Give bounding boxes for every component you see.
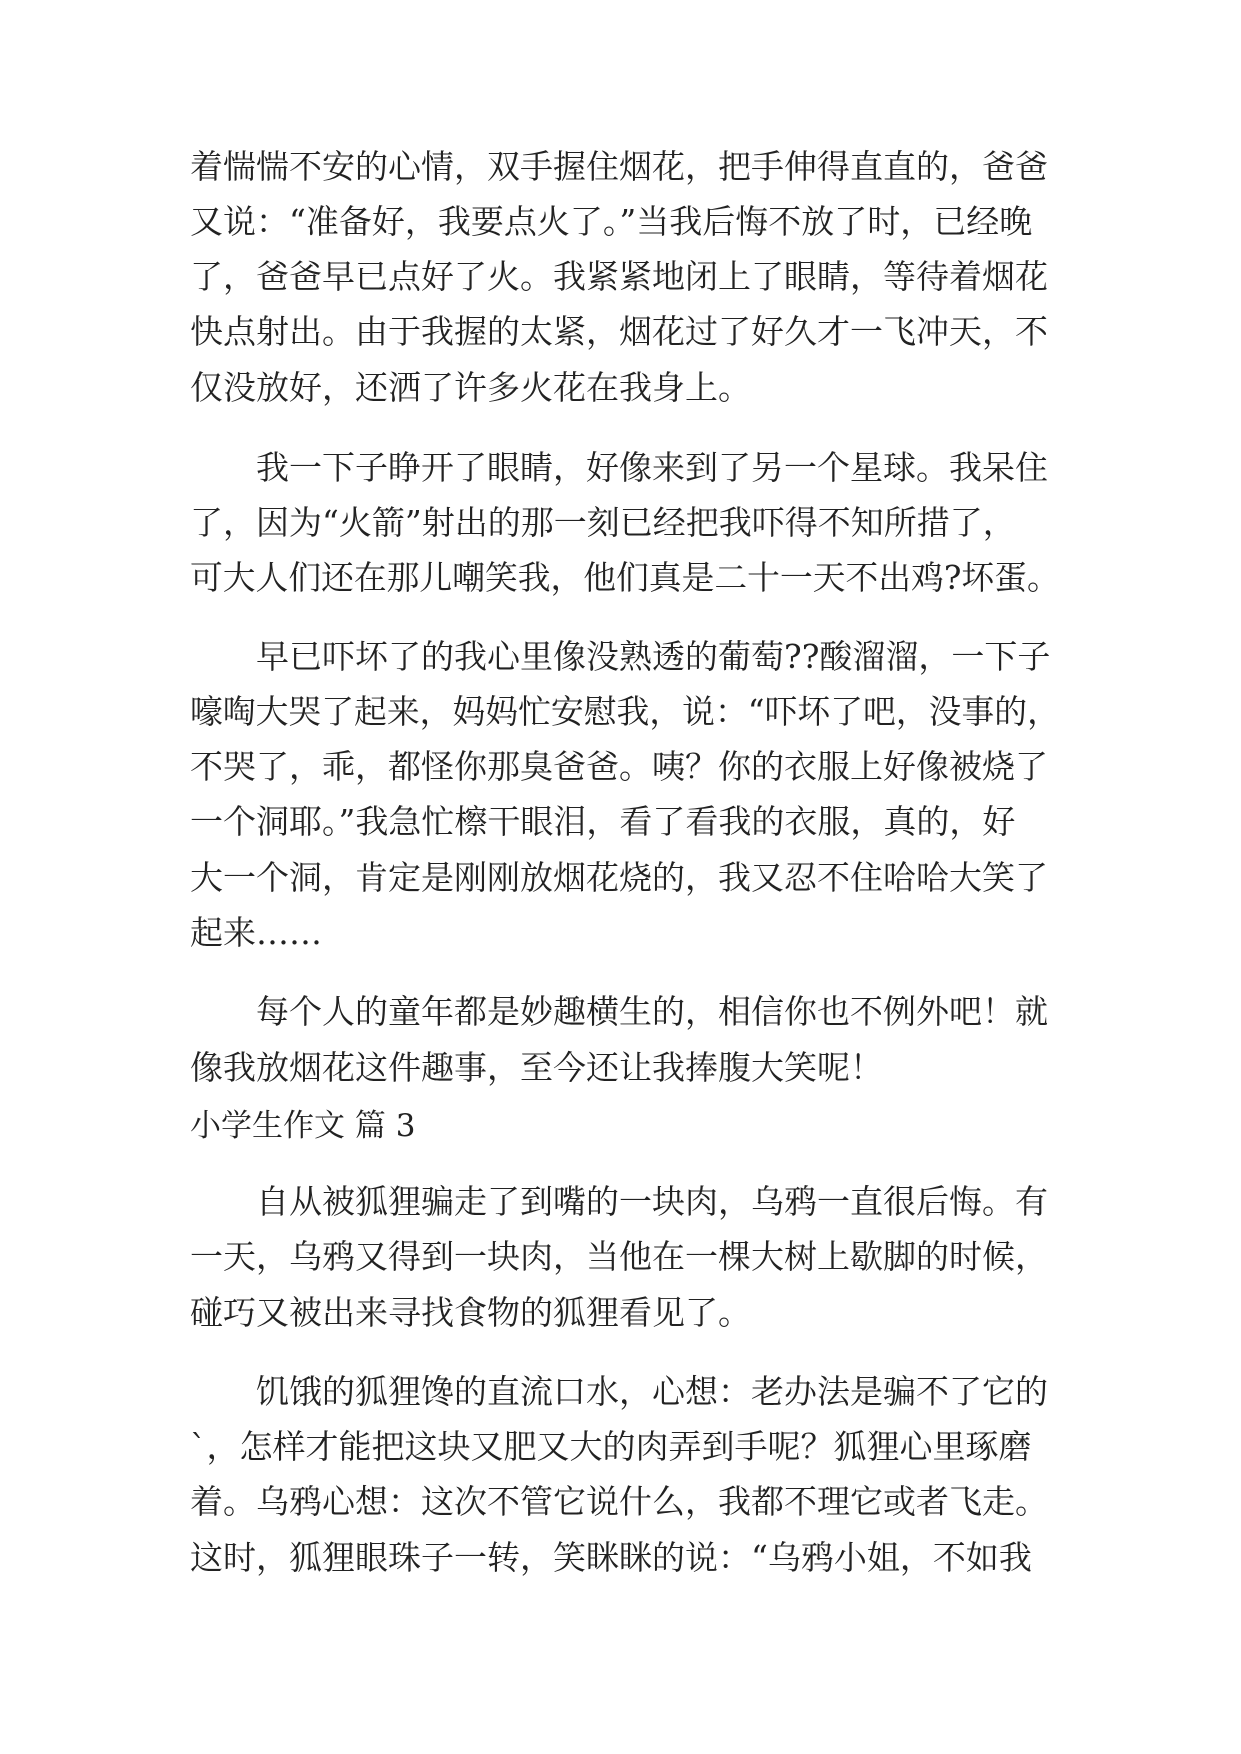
text-line: 一天，乌鸦又得到一块肉，当他在一棵大树上歇脚的时候， bbox=[190, 1237, 1048, 1276]
text-line: `，怎样才能把这块又肥又大的肉弄到手呢？狐狸心里琢磨 bbox=[190, 1427, 1032, 1466]
text-line: 早已吓坏了的我心里像没熟透的葡萄??酸溜溜，一下子 bbox=[256, 637, 1051, 676]
text-line: 起来…… bbox=[190, 913, 322, 952]
text-line: 自从被狐狸骗走了到嘴的一块肉，乌鸦一直很后悔。有 bbox=[256, 1182, 1048, 1221]
text-line: 我一下子睁开了眼睛，好像来到了另一个星球。我呆住 bbox=[256, 448, 1048, 487]
text-line: 可大人们还在那儿嘲笑我，他们真是二十一天不出鸡?坏蛋。 bbox=[190, 558, 1060, 597]
text-line: 饥饿的狐狸馋的直流口水，心想：老办法是骗不了它的 bbox=[256, 1372, 1048, 1411]
text-line: 大一个洞，肯定是刚刚放烟花烧的，我又忍不住哈哈大笑了 bbox=[190, 858, 1048, 897]
text-line: 嚎啕大哭了起来，妈妈忙安慰我，说：“吓坏了吧，没事的， bbox=[190, 692, 1060, 731]
text-line: 碰巧又被出来寻找食物的狐狸看见了。 bbox=[190, 1293, 751, 1332]
text-line: 这时，狐狸眼珠子一转，笑眯眯的说：“乌鸦小姐，不如我 bbox=[190, 1538, 1032, 1577]
section-heading: 小学生作文 篇 3 bbox=[190, 1108, 416, 1144]
text-line: 不哭了，乖，都怪你那臭爸爸。咦？你的衣服上好像被烧了 bbox=[190, 747, 1048, 786]
text-line: 快点射出。由于我握的太紧，烟花过了好久才一飞冲天，不 bbox=[190, 312, 1048, 351]
text-line: 着惴惴不安的心情，双手握住烟花，把手伸得直直的，爸爸 bbox=[190, 147, 1048, 186]
text-line: 又说：“准备好，我要点火了。”当我后悔不放了时，已经晚 bbox=[190, 202, 1033, 241]
text-line: 着。乌鸦心想：这次不管它说什么，我都不理它或者飞走。 bbox=[190, 1482, 1048, 1521]
text-line: 了，因为“火箭”射出的那一刻已经把我吓得不知所措了， bbox=[190, 503, 1016, 542]
text-line: 每个人的童年都是妙趣横生的，相信你也不例外吧！就 bbox=[256, 992, 1048, 1031]
text-line: 一个洞耶。”我急忙檫干眼泪，看了看我的衣服，真的，好 bbox=[190, 802, 1016, 841]
text-line: 像我放烟花这件趣事，至今还让我捧腹大笑呢！ bbox=[190, 1048, 883, 1087]
text-line: 仅没放好，还洒了许多火花在我身上。 bbox=[190, 368, 751, 407]
text-line: 了，爸爸早已点好了火。我紧紧地闭上了眼睛，等待着烟花 bbox=[190, 257, 1048, 296]
